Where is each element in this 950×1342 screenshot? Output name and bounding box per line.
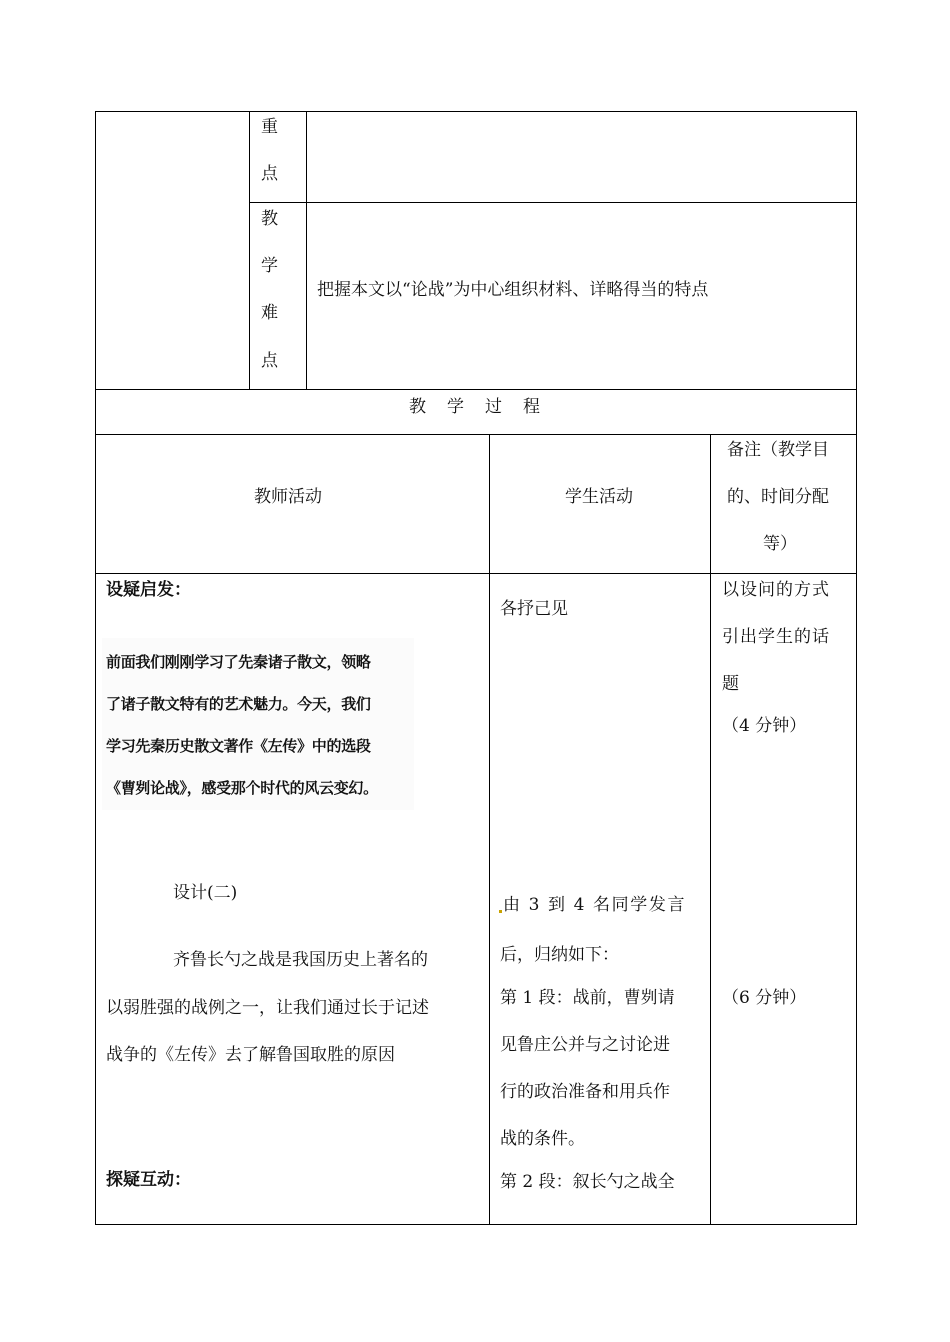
notes-line: 以设问的方式 — [722, 580, 830, 600]
process-title: 教 学 过 程 — [409, 397, 542, 417]
teacher-paragraph-line: 以弱胜强的战例之一，让我们通过长于记述 — [106, 998, 429, 1018]
table-border-top — [95, 111, 857, 112]
table-border-right — [856, 111, 857, 1225]
table-border-left — [95, 111, 96, 1225]
notes-line: 引出学生的话 — [722, 627, 830, 647]
student-first-response: 各抒己见 — [500, 599, 568, 619]
student-line: 后，归纳如下： — [500, 945, 619, 965]
table-border-bottom — [95, 1224, 857, 1225]
teacher-paragraph-line: 战争的《左传》去了解鲁国取胜的原因 — [106, 1045, 395, 1065]
difficulty-label-char: 点 — [261, 351, 278, 371]
column-header-student: 学生活动 — [565, 487, 633, 507]
row-divider-content — [95, 573, 857, 574]
focus-label-char: 点 — [261, 164, 278, 184]
student-line: 由 3 到 4 名同学发言 — [503, 895, 687, 915]
column-header-notes-line: 等） — [763, 534, 797, 554]
row-divider-process — [95, 389, 857, 390]
intro-text-image — [102, 638, 414, 810]
column-header-notes-line: 的、时间分配 — [727, 487, 829, 507]
student-line: 第 1 段：战前，曹刿请 — [500, 988, 675, 1008]
intro-text-line: 学习先秦历史散文著作《左传》中的选段 — [106, 737, 371, 755]
col-divider-label-left — [249, 111, 250, 390]
notes-line: 题 — [722, 674, 739, 694]
student-line: 第 2 段：叙长勺之战全 — [500, 1172, 675, 1192]
student-line: 行的政治准备和用兵作 — [500, 1082, 670, 1102]
design-label: 设计(二) — [173, 883, 238, 903]
teacher-heading-interaction: 探疑互动： — [106, 1170, 191, 1190]
col-divider-label-right — [306, 111, 307, 390]
row-divider-columns — [95, 434, 857, 435]
difficulty-text: 把握本文以“论战”为中心组织材料、详略得当的特点 — [317, 280, 709, 300]
difficulty-label-char: 学 — [261, 256, 278, 276]
teacher-heading-inquiry: 设疑启发： — [106, 580, 191, 600]
row-divider-focus — [249, 202, 857, 203]
col-divider-teacher-student — [489, 434, 490, 1225]
teacher-paragraph-line: 齐鲁长勺之战是我国历史上著名的 — [173, 950, 428, 970]
column-header-notes-line: 备注（教学目 — [727, 440, 829, 460]
focus-label-char: 重 — [261, 117, 278, 137]
student-line: 见鲁庄公并与之讨论进 — [500, 1035, 670, 1055]
intro-text-line: 前面我们刚刚学习了先秦诸子散文，领略 — [106, 653, 371, 671]
marker-dot — [499, 910, 502, 913]
student-line: 战的条件。 — [500, 1129, 585, 1149]
col-divider-student-notes — [710, 434, 711, 1225]
column-header-teacher: 教师活动 — [254, 487, 322, 507]
notes-time: （6 分钟） — [722, 988, 807, 1008]
intro-text-line: 《曹刿论战》，感受那个时代的风云变幻。 — [106, 779, 378, 797]
intro-text-line: 了诸子散文特有的艺术魅力。今天，我们 — [106, 695, 371, 713]
difficulty-label-char: 难 — [261, 303, 278, 323]
difficulty-label-char: 教 — [261, 209, 278, 229]
notes-time: （4 分钟） — [722, 716, 807, 736]
